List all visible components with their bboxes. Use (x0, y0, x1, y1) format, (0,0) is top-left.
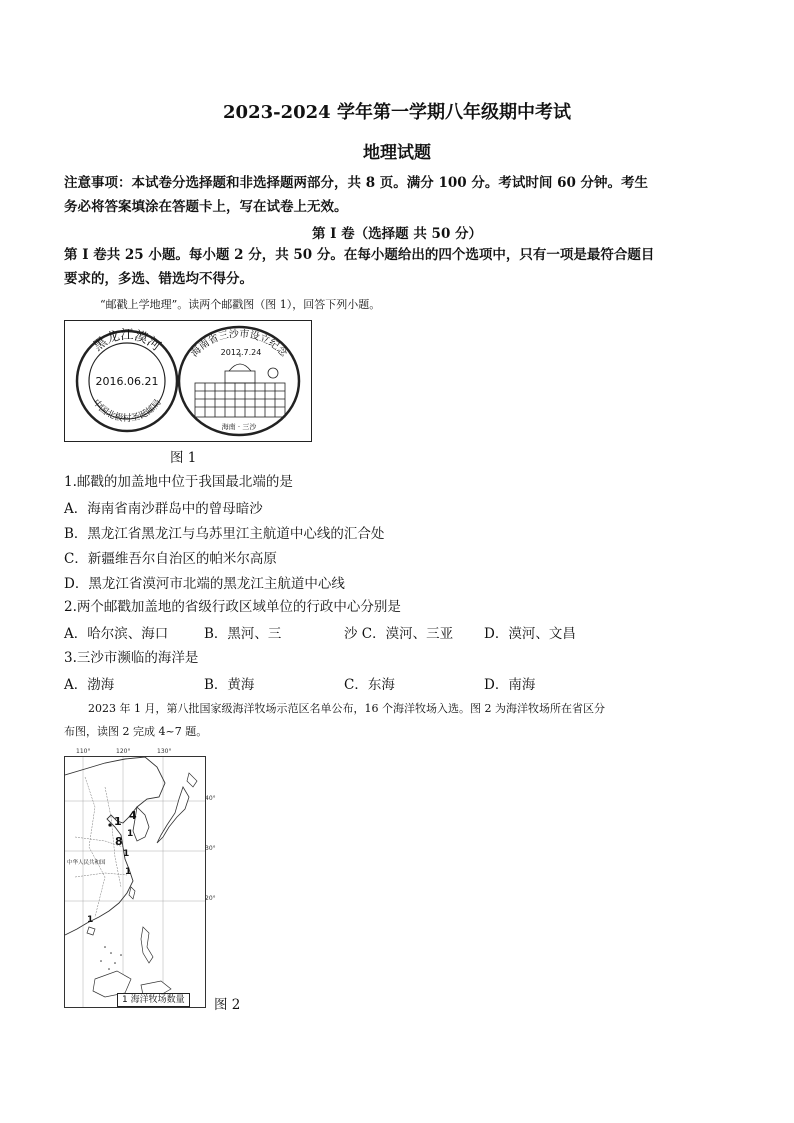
count-coast: 1 (127, 829, 134, 839)
lat-tick-40: 40° (205, 795, 216, 802)
count-guangdong: 1 (87, 915, 94, 925)
lon-tick-120: 120° (116, 748, 131, 755)
question-2-option-d: D．漠河、文昌 (484, 626, 576, 642)
svg-text:中国北极村圣诞邮局 (90, 397, 163, 424)
country-label: 中华人民共和国 (67, 860, 106, 866)
japan-islands (157, 787, 189, 843)
intro-2-line-1: 2023 年 1 月，第八批国家级海洋牧场示范区名单公布，16 个海洋牧场入选。图 2 为海洋牧场所在省区分 (88, 702, 605, 715)
stamp-2-outer-ring (179, 327, 299, 435)
building-drawing (195, 353, 285, 417)
lon-tick-130: 130° (157, 748, 172, 755)
count-zhejiang: 1 (125, 867, 132, 877)
section-desc-2: 要求的，多选、错选均不得分。 (64, 271, 253, 287)
question-2-option-a: A．哈尔滨、海口 (64, 626, 169, 642)
intro-1: “邮戳上学地理”。读两个邮戳图（图 1），回答下列小题。 (100, 298, 381, 311)
stamp-1-top-text: 黑龙江漠河 (90, 328, 164, 355)
question-2-option-b: B．黑河、三 (204, 626, 282, 642)
question-1-option-c: C．新疆维吾尔自治区的帕米尔高原 (64, 551, 277, 567)
notice-line-1: 注意事项：本试卷分选择题和非选择题两部分，共 8 页。满分 100 分。考试时间 60 分钟。考生 (64, 175, 649, 191)
taiwan-island (129, 887, 135, 899)
question-3-option-b: B．黄海 (204, 677, 255, 693)
count-northeast: 4 (129, 809, 137, 822)
stamp-1-date: 2016.06.21 (95, 375, 159, 388)
question-3-option-d: D．南海 (484, 677, 536, 693)
question-3-option-a: A．渤海 (64, 677, 115, 693)
figure-1-stamps (64, 320, 312, 442)
exam-subtitle: 地理试题 (363, 143, 431, 163)
stamp-2-bottom-text: 海南 · 三沙 (221, 423, 257, 431)
count-liaoning: 1 (114, 815, 122, 828)
map-legend: 1 海洋牧场数量 (117, 993, 190, 1007)
stamp-1-bottom-text: 中国北极村圣诞邮局 (90, 397, 164, 424)
figure-2-map (64, 756, 206, 1008)
question-3-option-c: C．东海 (344, 677, 395, 693)
count-jiangsu: 1 (123, 849, 130, 859)
stamps-illustration (65, 321, 311, 441)
beijing-marker (108, 823, 111, 826)
exam-title: 2023-2024 学年第一学期八年级期中考试 (223, 102, 571, 123)
question-1-option-b: B．黑龙江省黑龙江与乌苏里江主航道中心线的汇合处 (64, 526, 385, 542)
figure-1-caption: 图 1 (170, 450, 197, 466)
hainan-island (87, 927, 95, 935)
question-2-option-c: 沙 C．漠河、三亚 (344, 626, 454, 642)
svg-text:黑龙江漠河 (91, 328, 163, 355)
stamp-2-top-text: 海南省三沙市设立纪念 (189, 328, 289, 360)
stamp-2-date: 2012.7.24 (220, 348, 262, 357)
section-desc-1: 第 I 卷共 25 小题。每小题 2 分，共 50 分。在每小题给出的四个选项中，只有一项是最符合题目 (64, 247, 655, 263)
section-title: 第 I 卷（选择题 共 50 分） (311, 226, 483, 242)
question-3-stem: 3.三沙市濒临的海洋是 (64, 650, 199, 666)
count-shandong: 8 (115, 835, 123, 848)
map-drawing (65, 757, 205, 1007)
intro-2-line-2: 布图，读图 2 完成 4~7 题。 (64, 725, 208, 738)
notice-line-2: 务必将答案填涂在答题卡上，写在试卷上无效。 (64, 199, 348, 215)
lon-tick-110: 110° (76, 748, 91, 755)
lat-tick-30: 30° (205, 845, 216, 852)
question-2-stem: 2.两个邮戳加盖地的省级行政区域单位的行政中心分别是 (64, 599, 401, 615)
lat-tick-20: 20° (205, 895, 216, 902)
question-1-stem: 1.邮戳的加盖地中位于我国最北端的是 (64, 474, 293, 490)
question-1-option-d: D．黑龙江省漠河市北端的黑龙江主航道中心线 (64, 576, 345, 592)
question-1-option-a: A．海南省南沙群岛中的曾母暗沙 (64, 501, 263, 517)
figure-2-caption: 图 2 (214, 997, 241, 1013)
